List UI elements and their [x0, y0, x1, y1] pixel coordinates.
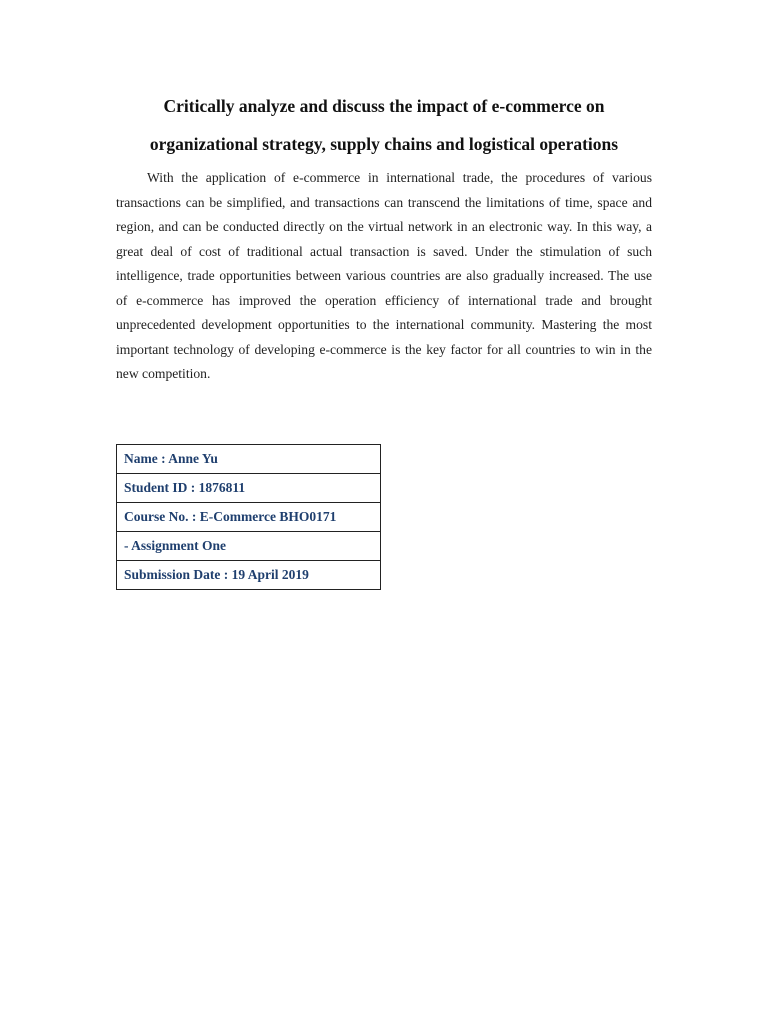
document-title-line-1: Critically analyze and discuss the impact of e-commerce on [163, 96, 605, 116]
table-row [117, 503, 381, 532]
student-name-cell: Name : Anne Yu [117, 445, 381, 474]
table-row [117, 532, 381, 561]
student-info-table [116, 444, 381, 590]
student-id-cell: Student ID : 1876811 [117, 474, 381, 503]
course-number-cell: Course No. : E-Commerce BHO0171 [117, 503, 381, 532]
table-row [117, 561, 381, 590]
table-row [117, 474, 381, 503]
assignment-cell: - Assignment One [117, 532, 381, 561]
table-row [117, 445, 381, 474]
submission-date-cell: Submission Date : 19 April 2019 [117, 561, 381, 590]
body-paragraph: With the application of e-commerce in international trade, the procedures of various transactions can be simplified, and transactions can transcend the limitations of time, space and region, and can be conducted directly on the virtual network in an electronic way. In this way, a great deal of cost of traditional actual transaction is saved. Under the stimulation of such intelligence, trade opportunities between various countries are also gradually increased. The use of e-commerce has improved the operation efficiency of international trade and brought unprecedented development opportunities to the international community. Mastering the most important technology of developing e-commerce is the key factor for all countries to win in the new competition. [116, 170, 652, 381]
document-title-line-2: organizational strategy, supply chains and logistical operations [149, 134, 619, 154]
